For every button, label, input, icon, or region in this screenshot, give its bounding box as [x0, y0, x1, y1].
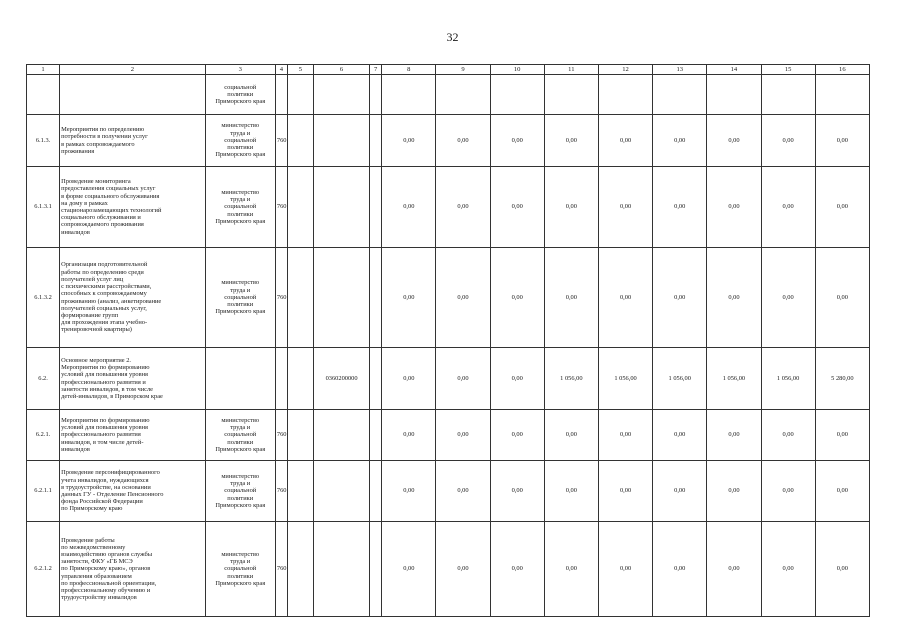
cell-code-grbs: 760	[275, 461, 287, 522]
cell-amount: 0,00	[761, 167, 815, 248]
table-row	[27, 167, 870, 248]
cell-num: 6.1.3.	[27, 115, 60, 167]
page-number: 32	[446, 30, 459, 44]
cell-target-code: 0360200000	[313, 348, 369, 410]
budget-table	[26, 64, 870, 617]
cell-amount: 0,00	[436, 248, 490, 348]
column-header: 15	[761, 65, 815, 75]
cell-amount: 0,00	[707, 522, 761, 617]
cell-num: 6.1.3.2	[27, 248, 60, 348]
cell-amount: 0,00	[653, 248, 707, 348]
cell-name: Основное мероприятие 2. Мероприятия по формированию условий для повышения уровня профессионального развития и занятости инвалидов, в том числе детей-инвалидов, в Приморском крае	[60, 348, 206, 410]
table-row	[27, 75, 870, 115]
cell-amount: 0,00	[815, 410, 869, 461]
cell-num: 6.2.1.	[27, 410, 60, 461]
cell-amount: 0,00	[382, 248, 436, 348]
cell-amount: 0,00	[382, 115, 436, 167]
cell-amount: 0,00	[707, 461, 761, 522]
cell-amount: 0,00	[436, 522, 490, 617]
cell-amount: 0,00	[815, 248, 869, 348]
cell-section	[287, 115, 313, 167]
cell-code-grbs: 760	[275, 115, 287, 167]
column-header: 11	[544, 65, 598, 75]
cell-amount: 0,00	[653, 115, 707, 167]
cell-code-grbs: 760	[275, 167, 287, 248]
cell-amount: 0,00	[707, 115, 761, 167]
cell-section	[287, 410, 313, 461]
cell-executor: социальной политики Приморского края	[205, 75, 275, 115]
cell-amount: 0,00	[707, 167, 761, 248]
cell-expense-type	[370, 248, 382, 348]
cell-target-code	[313, 461, 369, 522]
cell-amount: 0,00	[598, 115, 652, 167]
cell-expense-type	[370, 348, 382, 410]
cell-amount: 1 056,00	[544, 348, 598, 410]
cell-amount: 0,00	[598, 167, 652, 248]
column-header: 12	[598, 65, 652, 75]
cell-amount: 0,00	[436, 167, 490, 248]
cell-amount: 0,00	[598, 461, 652, 522]
cell-amount: 0,00	[544, 248, 598, 348]
cell-name: Мероприятия по определению потребности в получении услуг в рамках сопровождаемого проживания	[60, 115, 206, 167]
cell-amount: 0,00	[761, 115, 815, 167]
cell-target-code	[313, 522, 369, 617]
cell-amount: 0,00	[490, 248, 544, 348]
cell-amount: 0,00	[436, 461, 490, 522]
cell-name: Проведение работы по межведомственному взаимодействию органов службы занятости, ФКУ «ГБ МСЭ по Приморскому краю», органов управления образованием по профессиональной ориентации, профессиональному обучению и трудоустройству инвалидов	[60, 522, 206, 617]
cell-amount: 1 056,00	[598, 348, 652, 410]
cell-amount: 0,00	[382, 348, 436, 410]
table-row	[27, 248, 870, 348]
cell-amount: 0,00	[490, 410, 544, 461]
cell-executor: министерство труда и социальной политики Приморского края	[205, 522, 275, 617]
cell-expense-type	[370, 522, 382, 617]
column-header: 8	[382, 65, 436, 75]
cell-code-grbs: 760	[275, 410, 287, 461]
column-header: 9	[436, 65, 490, 75]
table-row	[27, 522, 870, 617]
cell-expense-type	[370, 410, 382, 461]
cell-amount: 0,00	[490, 461, 544, 522]
cell-executor	[205, 348, 275, 410]
cell-name: Проведение персонифицированного учета инвалидов, нуждающихся в трудоустройстве, на основании данных ГУ - Отделение Пенсионного фонда Российской Федерации по Приморскому краю	[60, 461, 206, 522]
header-row	[27, 65, 870, 75]
cell-code-grbs	[275, 348, 287, 410]
cell-amount: 0,00	[598, 248, 652, 348]
cell-amount: 0,00	[815, 115, 869, 167]
cell-section	[287, 461, 313, 522]
cell-amount: 0,00	[544, 115, 598, 167]
cell-amount: 0,00	[653, 461, 707, 522]
cell-num	[27, 75, 60, 115]
cell-amount: 0,00	[490, 167, 544, 248]
cell-section	[287, 348, 313, 410]
cell-executor: министерство труда и социальной политики Приморского края	[205, 167, 275, 248]
column-header: 3	[205, 65, 275, 75]
cell-amount: 0,00	[382, 167, 436, 248]
column-header: 16	[815, 65, 869, 75]
table-row	[27, 115, 870, 167]
table-row	[27, 410, 870, 461]
cell-amount: 0,00	[598, 522, 652, 617]
cell-amount: 0,00	[761, 248, 815, 348]
cell-amount: 5 280,00	[815, 348, 869, 410]
cell-target-code	[313, 115, 369, 167]
cell-amount: 0,00	[382, 410, 436, 461]
column-header: 7	[370, 65, 382, 75]
cell-amount: 0,00	[490, 115, 544, 167]
cell-amount: 0,00	[490, 522, 544, 617]
cell-amount: 0,00	[761, 410, 815, 461]
cell-num: 6.2.1.2	[27, 522, 60, 617]
cell-target-code	[313, 248, 369, 348]
column-header: 4	[275, 65, 287, 75]
cell-name: Проведение мониторинга предоставления социальных услуг в форме социального обслуживания на дому в рамках стационарозамещающих технологий социального обслуживания и сопровождаемого проживания инвалидов	[60, 167, 206, 248]
cell-amount: 0,00	[761, 461, 815, 522]
cell-amount: 0,00	[815, 522, 869, 617]
cell-executor: министерство труда и социальной политики Приморского края	[205, 410, 275, 461]
cell-amount: 1 056,00	[653, 348, 707, 410]
cell-code-grbs: 760	[275, 522, 287, 617]
table-row	[27, 461, 870, 522]
column-header: 6	[313, 65, 369, 75]
column-header: 5	[287, 65, 313, 75]
table-row	[27, 348, 870, 410]
cell-amount: 0,00	[544, 410, 598, 461]
cell-executor: министерство труда и социальной политики Приморского края	[205, 115, 275, 167]
cell-section	[287, 522, 313, 617]
cell-section	[287, 167, 313, 248]
column-header: 2	[60, 65, 206, 75]
cell-num: 6.2.1.1	[27, 461, 60, 522]
cell-amount: 0,00	[653, 522, 707, 617]
cell-amount: 0,00	[815, 461, 869, 522]
cell-name: Организация подготовительной работы по определению среди получателей услуг лиц с психическими расстройствами, способных к сопровождаемому проживанию (анализ, анкетирование получателей социальных услуг, формирование групп для прохождения этапа учебно- тренировочной квартиры)	[60, 248, 206, 348]
cell-num: 6.2.	[27, 348, 60, 410]
cell-amount: 0,00	[815, 167, 869, 248]
cell-amount: 0,00	[490, 348, 544, 410]
cell-amount: 0,00	[761, 522, 815, 617]
cell-amount: 0,00	[653, 410, 707, 461]
column-header: 13	[653, 65, 707, 75]
cell-target-code	[313, 410, 369, 461]
column-header: 1	[27, 65, 60, 75]
cell-amount: 1 056,00	[707, 348, 761, 410]
cell-target-code	[313, 167, 369, 248]
cell-expense-type	[370, 167, 382, 248]
cell-amount: 1 056,00	[761, 348, 815, 410]
cell-amount: 0,00	[707, 248, 761, 348]
column-header: 14	[707, 65, 761, 75]
cell-code-grbs: 760	[275, 248, 287, 348]
cell-amount: 0,00	[382, 522, 436, 617]
cell-num: 6.1.3.1	[27, 167, 60, 248]
cell-name: Мероприятия по формированию условий для повышения уровня профессионального развития инвалидов, в том числе детей- инвалидов	[60, 410, 206, 461]
column-header: 10	[490, 65, 544, 75]
cell-amount: 0,00	[707, 410, 761, 461]
cell-name	[60, 75, 206, 115]
cell-section	[287, 248, 313, 348]
cell-amount: 0,00	[436, 115, 490, 167]
cell-amount: 0,00	[382, 461, 436, 522]
cell-amount: 0,00	[653, 167, 707, 248]
cell-amount: 0,00	[598, 410, 652, 461]
cell-amount: 0,00	[436, 348, 490, 410]
cell-expense-type	[370, 461, 382, 522]
cell-expense-type	[370, 115, 382, 167]
cell-executor: министерство труда и социальной политики Приморского края	[205, 248, 275, 348]
cell-amount: 0,00	[544, 167, 598, 248]
cell-executor: министерство труда и социальной политики Приморского края	[205, 461, 275, 522]
cell-amount: 0,00	[436, 410, 490, 461]
cell-amount: 0,00	[544, 461, 598, 522]
cell-amount: 0,00	[544, 522, 598, 617]
